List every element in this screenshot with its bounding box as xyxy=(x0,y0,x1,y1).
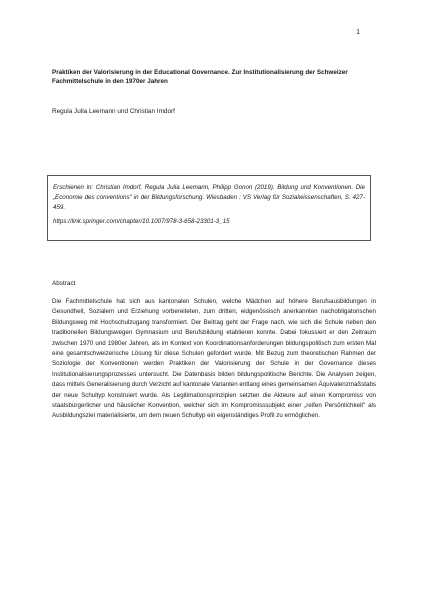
citation-text: Erschienen in: Christian Imdorf, Regula Julia Leemann, Philipp Gonon (2019). Bildung und Konventionen. Die „Economie des conventions" in der Bildungsforschung. Wiesbaden : VS Verlag für Sozialwissenschaften, S. 427-459. xyxy=(53,184,365,211)
paper-title: Praktiken der Valorisierung in der Educational Governance. Zur Institutionalisierung der Schweizer Fachmittelschule in den 1970er Jahren xyxy=(52,69,348,86)
abstract-body: Die Fachmittelschule hat sich aus kantonalen Schulen, welche Mädchen auf höhere Berufsausbildungen in Gesundheit, Sozialem und Erziehung vorbereiteten, zum dritten, eidgenössisch anerkannten nachobligatorischen Bildungsweg mit Hochschulzugang transformiert. Der Beitrag geht der Frage nach, wie sich die Schule neben den traditionellen Bildungswegen Gymnasium und Berufsbildung etablieren konnte. Dabei fokussiert er den Zeitraum zwischen 1970 und 1980er Jahren, als im Kontext von Koordinationsanforderungen bildungspolitisch zum ersten Mal eine gesamtschweizerische Lösung für diese Schulen gefordert wurde. Mit Bezug zum theoretischen Rahmen der Soziologie der Konventionen werden Praktiken der Valorisierung der Schule in der Governance dieses Institutionalisierungsprozesses untersucht. Die Datenbasis bilden bildungspolitische Berichte. Die Analysen zeigen, dass mittels Generalisierung durch Verzicht auf kantonale Varianten entlang eines gemeinsamen Äquivalenzmaßstabs der neue Schultyp konstruiert wurde. Als Legitimationsprinzipien setzten die Akteure auf einen Kompromiss von staatsbürgerlicher und häuslicher Konvention, welcher sich im Kompromisssubjekt einer „reifen Persönlichkeit" als Ausbildungsziel materialisierte, um dem neuen Schultyp ein eigenständiges Profil zu ermöglichen. xyxy=(52,298,376,420)
abstract-heading: Abstract xyxy=(52,280,76,287)
citation-link[interactable]: https://link.springer.com/chapter/10.1007/978-3-658-23301-3_15 xyxy=(53,217,230,225)
citation-box xyxy=(47,175,371,241)
paper-authors: Regula Julia Leemann und Christian Imdorf xyxy=(52,108,175,115)
page-number: 1 xyxy=(356,29,360,36)
